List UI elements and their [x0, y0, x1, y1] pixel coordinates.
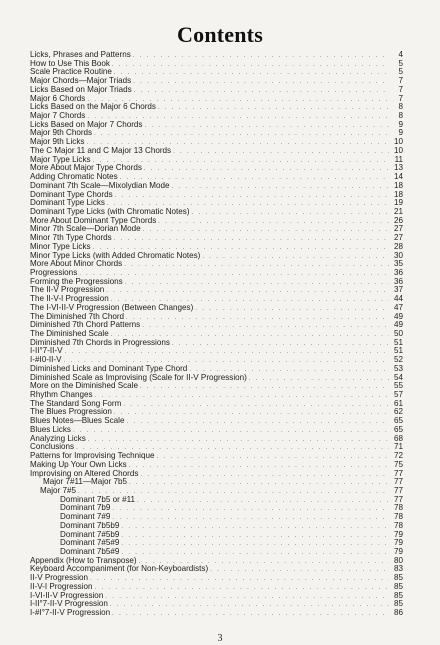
toc-entry-label: I-II°7-II-V	[30, 347, 63, 356]
toc-entry	[30, 217, 403, 226]
toc-entry	[30, 548, 403, 557]
toc-entry-page: 4	[398, 51, 403, 59]
toc-entry-page: 57	[393, 391, 403, 400]
toc-entry-label: Dominant Type Chords	[30, 190, 113, 199]
toc-entry-label: Progressions	[30, 268, 78, 277]
toc-entry-label: The Diminished 7th Chord	[30, 312, 125, 321]
toc-entry-label: Dominant 7b5 or #11	[60, 495, 135, 504]
dot-leader	[131, 52, 389, 60]
toc-entry-label: Major 9th Licks	[30, 138, 85, 147]
toc-entry-label: The C Major 11 and C Major 13 Chords	[30, 146, 172, 155]
toc-entry-page: 50	[393, 330, 403, 338]
toc-entry-page: 77	[393, 469, 403, 478]
toc-entry-label: I-II°7-II-V Progression	[30, 600, 108, 609]
toc-entry	[30, 522, 403, 531]
toc-entry	[30, 138, 403, 147]
toc-entry	[30, 374, 403, 383]
toc-entry	[30, 347, 403, 356]
toc-entry-page: 65	[393, 417, 403, 426]
toc-entry-label: Licks, Phrases and Patterns	[30, 51, 131, 59]
toc-entry-label: Patterns for Improvising Technique	[30, 452, 155, 461]
toc-entry-page: 49	[393, 312, 403, 321]
toc-entry-page: 13	[393, 164, 403, 173]
toc-entry-page: 71	[393, 443, 403, 452]
toc-entry-label: Major 6 Chords	[30, 94, 86, 103]
toc-entry	[30, 295, 403, 304]
toc-entry	[30, 225, 403, 234]
dot-leader	[140, 322, 389, 330]
dot-leader	[86, 436, 389, 444]
dot-leader	[113, 192, 389, 200]
toc-entry	[30, 112, 403, 121]
toc-entry-label: Dominant 7#5#9	[60, 539, 120, 548]
toc-entry-label: Major 7#5	[40, 486, 76, 495]
toc-entry-page: 79	[393, 530, 403, 539]
dot-leader	[137, 558, 389, 566]
dot-leader	[193, 305, 389, 313]
toc-entry-label: Major Type Licks	[30, 155, 91, 164]
dot-leader	[110, 505, 389, 513]
toc-entry-page: 83	[393, 565, 403, 574]
toc-entry-page: 79	[393, 547, 403, 556]
toc-entry-page: 28	[393, 242, 403, 251]
dot-leader	[118, 174, 389, 182]
toc-entry	[30, 339, 403, 348]
toc-entry-label: Minor Type Licks	[30, 242, 91, 251]
toc-entry	[30, 583, 403, 592]
toc-entry-label: The II-V Progression	[30, 286, 105, 295]
toc-entry-label: Dominant 7b5b9	[60, 521, 120, 530]
toc-entry-label: Keyboard Accompaniment (for Non-Keyboardists)	[30, 565, 209, 574]
toc-entry-label: Licks Based on the Major 6 Chords	[30, 103, 156, 112]
dot-leader	[138, 383, 389, 391]
toc-entry	[30, 156, 403, 165]
toc-entry-page: 7	[398, 77, 403, 86]
toc-entry-label: I-#I°7-II-V Progression	[30, 609, 111, 617]
toc-entry-page: 8	[398, 112, 403, 121]
toc-entry-label: Minor Type Licks (with Added Chromatic Notes)	[30, 251, 201, 260]
toc-entry	[30, 330, 403, 339]
toc-entry-page: 7	[398, 94, 403, 103]
toc-entry-label: Dominant Type Licks (with Chromatic Notes)	[30, 207, 190, 216]
toc-entry-page: 27	[393, 225, 403, 234]
dot-leader	[108, 601, 389, 609]
toc-entry-label: Major 9th Chords	[30, 129, 93, 138]
dot-leader	[76, 488, 389, 496]
toc-entry-page: 10	[393, 146, 403, 155]
toc-entry	[30, 417, 403, 426]
toc-entry-page: 9	[398, 129, 403, 138]
toc-entry-page: 52	[393, 356, 403, 365]
toc-entry	[30, 565, 403, 574]
dot-leader	[104, 287, 389, 295]
toc-entry-page: 27	[393, 234, 403, 243]
dot-leader	[124, 418, 389, 426]
toc-entry	[30, 487, 403, 496]
dot-leader	[110, 514, 389, 522]
toc-entry-label: I-#I0-II-V	[30, 356, 62, 365]
dot-leader	[141, 226, 389, 234]
toc-entry-label: II-V-I Progression	[30, 582, 93, 591]
dot-leader	[112, 409, 389, 417]
toc-entry-label: I-VI-II-V Progression	[30, 591, 104, 600]
toc-entry	[30, 382, 403, 391]
toc-entry-page: 72	[393, 452, 403, 461]
toc-entry-page: 19	[393, 199, 403, 208]
toc-entry	[30, 234, 403, 243]
toc-entry	[30, 208, 403, 217]
toc-entry	[30, 426, 403, 435]
dot-leader	[91, 157, 389, 165]
toc-entry-label: Licks Based on Major 7 Chords	[30, 120, 143, 129]
dot-leader	[91, 244, 389, 252]
dot-leader	[127, 462, 389, 470]
dot-leader	[170, 340, 389, 348]
toc-entry-label: Making Up Your Own Licks	[30, 460, 127, 469]
toc-entry-page: 77	[393, 495, 403, 504]
toc-entry-label: More About Major Type Chords	[30, 164, 142, 173]
dot-leader	[119, 540, 389, 548]
dot-leader	[85, 96, 389, 104]
toc-entry	[30, 278, 403, 287]
dot-leader	[247, 375, 389, 383]
toc-entry	[30, 252, 403, 261]
dot-leader	[112, 235, 389, 243]
toc-entry	[30, 260, 403, 269]
dot-leader	[61, 357, 389, 365]
toc-entry-page: 85	[393, 600, 403, 609]
dot-leader	[93, 392, 389, 400]
toc-entry-page: 80	[393, 556, 403, 565]
dot-leader	[62, 348, 389, 356]
toc-entry-page: 78	[393, 513, 403, 522]
toc-entry-page: 79	[393, 539, 403, 548]
toc-entry	[30, 86, 403, 95]
dot-leader	[105, 200, 389, 208]
dot-leader	[103, 593, 389, 601]
dot-leader	[138, 471, 389, 479]
toc-entry-label: The Standard Song Form	[30, 399, 122, 408]
dot-leader	[127, 479, 389, 487]
toc-entry-page: 78	[393, 504, 403, 513]
toc-entry-label: How to Use This Book	[30, 59, 110, 68]
toc-entry	[30, 147, 403, 156]
toc-entry-label: Dominant 7th Scale—Mixolydian Mode	[30, 181, 170, 190]
toc-entry	[30, 95, 403, 104]
toc-entry-page: 5	[398, 59, 403, 68]
toc-entry	[30, 391, 403, 400]
dot-leader	[156, 218, 389, 226]
toc-entry	[30, 400, 403, 409]
dot-leader	[171, 148, 389, 156]
dot-leader	[131, 78, 389, 86]
dot-leader	[169, 183, 389, 191]
toc-entry	[30, 557, 403, 566]
toc-entry-label: Improvising on Altered Chords	[30, 469, 139, 478]
toc-entry	[30, 478, 403, 487]
dot-leader	[208, 566, 389, 574]
toc-entry	[30, 504, 403, 513]
dot-leader	[123, 279, 389, 287]
toc-entry-label: Dominant 7#9	[60, 513, 111, 522]
toc-entry	[30, 191, 403, 200]
toc-entry-label: Diminished Scale as Improvising (Scale for II-V Progression)	[30, 373, 247, 382]
dot-leader	[121, 401, 389, 409]
toc-entry-page: 36	[393, 277, 403, 286]
toc-entry-page: 85	[393, 582, 403, 591]
toc-entry-label: Dominant Type Licks	[30, 199, 105, 208]
dot-leader	[119, 532, 389, 540]
toc-entry	[30, 365, 403, 374]
toc-entry	[30, 539, 403, 548]
toc-entry-page: 78	[393, 521, 403, 530]
toc-entry-label: Scale Practice Routine	[30, 68, 112, 77]
toc-entry	[30, 461, 403, 470]
toc-entry	[30, 129, 403, 138]
toc-entry	[30, 304, 403, 313]
toc-entry-page: 54	[393, 373, 403, 382]
toc-entry-label: Rhythm Changes	[30, 391, 93, 400]
toc-entry	[30, 243, 403, 252]
toc-entry-page: 49	[393, 321, 403, 330]
toc-entry	[30, 408, 403, 417]
toc-entry-label: More About Minor Chords	[30, 260, 123, 269]
dot-leader	[124, 314, 389, 322]
page-title: Contents	[177, 22, 263, 47]
toc-entry	[30, 609, 403, 618]
dot-leader	[154, 453, 389, 461]
toc-entry-label: The Diminished Scale	[30, 330, 109, 338]
toc-entry-label: Dominant 7b5#9	[60, 547, 120, 556]
dot-leader	[112, 69, 389, 77]
table-of-contents	[30, 51, 403, 618]
toc-entry-label: Diminished 7th Chord Patterns	[30, 321, 141, 330]
toc-entry	[30, 121, 403, 130]
toc-entry-page: 30	[393, 251, 403, 260]
toc-entry-label: The I-VI-II-V Progression (Between Changes)	[30, 303, 194, 312]
toc-entry	[30, 321, 403, 330]
dot-leader	[156, 104, 389, 112]
toc-entry-page: 86	[393, 609, 403, 617]
toc-entry-page: 75	[393, 460, 403, 469]
toc-entry-label: The II-V-I Progression	[30, 295, 109, 304]
toc-entry-page: 14	[393, 173, 403, 182]
toc-entry	[30, 356, 403, 365]
dot-leader	[119, 523, 389, 531]
toc-entry	[30, 313, 403, 322]
toc-entry	[30, 269, 403, 278]
toc-entry-page: 7	[398, 85, 403, 94]
toc-entry	[30, 574, 403, 583]
toc-entry-label: More on the Diminished Scale	[30, 382, 138, 391]
toc-entry-page: 85	[393, 574, 403, 583]
dot-leader	[109, 296, 389, 304]
toc-entry-label: Major 7 Chords	[30, 112, 86, 121]
toc-entry	[30, 496, 403, 505]
dot-leader	[187, 366, 389, 374]
toc-entry-page: 77	[393, 486, 403, 495]
toc-entry-page: 8	[398, 103, 403, 112]
toc-entry	[30, 60, 403, 69]
dot-leader	[135, 497, 389, 505]
toc-entry-label: Licks Based on Major Triads	[30, 85, 132, 94]
toc-entry-page: 55	[393, 382, 403, 391]
dot-leader	[93, 584, 389, 592]
toc-entry	[30, 435, 403, 444]
toc-entry-label: Minor 7th Type Chords	[30, 234, 112, 243]
toc-entry-page: 9	[398, 120, 403, 129]
toc-entry-label: Dominant 7b9	[60, 504, 111, 513]
dot-leader	[92, 130, 389, 138]
toc-entry-label: Major Chords—Major Triads	[30, 77, 132, 86]
toc-entry	[30, 77, 403, 86]
toc-entry-label: Analyzing Licks	[30, 434, 86, 443]
toc-entry	[30, 173, 403, 182]
toc-entry	[30, 286, 403, 295]
toc-entry-label: The Blues Progression	[30, 408, 112, 417]
toc-entry-page: 35	[393, 260, 403, 269]
dot-leader	[109, 331, 389, 339]
toc-entry	[30, 182, 403, 191]
toc-entry-label: Adding Chromatic Notes	[30, 173, 118, 182]
toc-entry-page: 37	[393, 286, 403, 295]
toc-entry-page: 62	[393, 408, 403, 417]
toc-entry-label: Major 7#11—Major 7b5	[43, 478, 127, 487]
toc-entry-page: 11	[394, 155, 403, 164]
toc-entry-page: 53	[393, 364, 403, 373]
dot-leader	[74, 444, 389, 452]
toc-entry	[30, 531, 403, 540]
toc-entry-label: Dominant 7#5b9	[60, 530, 120, 539]
dot-leader	[88, 575, 389, 583]
toc-entry	[30, 199, 403, 208]
toc-entry-page: 85	[393, 591, 403, 600]
toc-entry-label: Minor 7th Scale—Dorian Mode	[30, 225, 141, 234]
toc-entry-page: 36	[393, 268, 403, 277]
toc-entry	[30, 164, 403, 173]
toc-entry	[30, 51, 403, 60]
dot-leader	[190, 209, 389, 217]
dot-leader	[77, 270, 389, 278]
toc-entry-label: Forming the Progressions	[30, 277, 123, 286]
toc-entry-label: Conclusions	[30, 443, 75, 452]
dot-leader	[84, 139, 389, 147]
dot-leader	[110, 610, 389, 618]
toc-entry-label: Diminished Licks and Dominant Type Chord	[30, 364, 188, 373]
toc-entry-label: More About Dominant Type Chords	[30, 216, 157, 225]
toc-entry-page: 61	[393, 399, 403, 408]
toc-entry-page: 44	[393, 295, 403, 304]
toc-entry-label: II-V Progression	[30, 574, 89, 583]
dot-leader	[110, 61, 389, 69]
toc-entry	[30, 103, 403, 112]
toc-entry	[30, 470, 403, 479]
toc-entry	[30, 592, 403, 601]
toc-entry	[30, 452, 403, 461]
dot-leader	[119, 549, 389, 557]
toc-entry-page: 26	[393, 216, 403, 225]
toc-entry	[30, 600, 403, 609]
dot-leader	[122, 261, 389, 269]
dot-leader	[85, 113, 389, 121]
toc-entry-page: 77	[393, 478, 403, 487]
toc-entry-page: 68	[393, 434, 403, 443]
toc-entry-page: 18	[393, 190, 403, 199]
toc-entry	[30, 443, 403, 452]
toc-entry-page: 10	[393, 138, 403, 147]
toc-entry-label: Diminished 7th Chords in Progressions	[30, 338, 170, 347]
toc-entry-page: 51	[393, 347, 403, 356]
page-number: 3	[217, 633, 223, 644]
toc-entry-page: 21	[393, 207, 403, 216]
dot-leader	[200, 253, 389, 261]
toc-entry-page: 47	[393, 303, 403, 312]
toc-entry	[30, 513, 403, 522]
toc-entry-page: 18	[393, 181, 403, 190]
toc-entry	[30, 68, 403, 77]
toc-entry-page: 5	[398, 68, 403, 77]
dot-leader	[142, 122, 389, 130]
dot-leader	[71, 427, 389, 435]
dot-leader	[142, 165, 389, 173]
toc-entry-label: Blues Notes—Blues Scale	[30, 417, 125, 426]
dot-leader	[132, 87, 389, 95]
toc-entry-page: 65	[393, 425, 403, 434]
toc-entry-label: Blues Licks	[30, 425, 71, 434]
toc-entry-page: 51	[393, 338, 403, 347]
toc-entry-label: Appendix (How to Transpose)	[30, 556, 137, 565]
